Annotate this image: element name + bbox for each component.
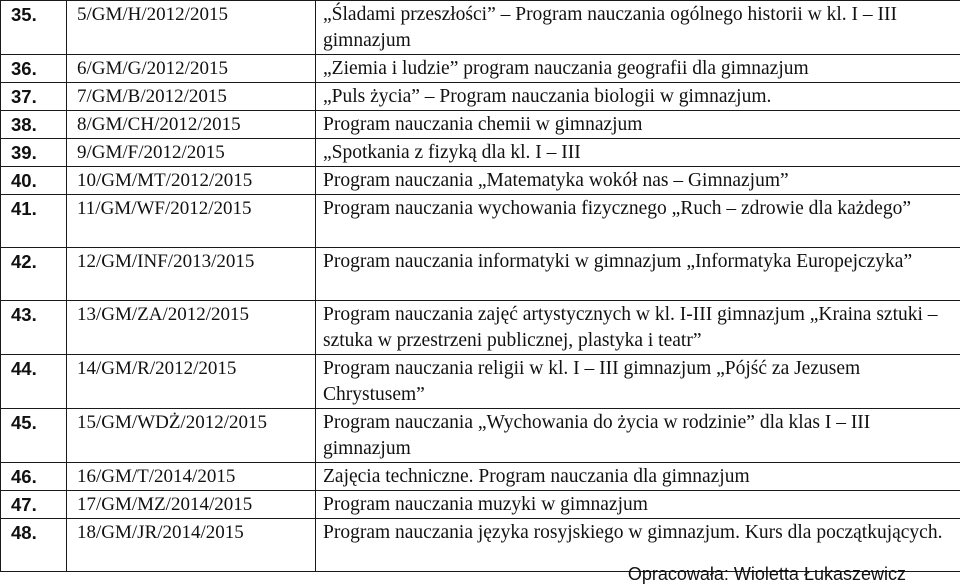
- row-number: 47.: [1, 491, 67, 519]
- program-code: 18/GM/JR/2014/2015: [67, 519, 316, 572]
- table-row: [1, 83, 960, 111]
- program-code: 5/GM/H/2012/2015: [67, 1, 316, 55]
- row-number: 37.: [1, 83, 67, 111]
- table-row: [1, 111, 960, 139]
- program-code: 15/GM/WDŻ/2012/2015: [67, 409, 316, 463]
- table-row: [1, 1, 960, 55]
- program-title: Program nauczania „Matematyka wokół nas – Gimnazjum”: [316, 167, 960, 195]
- program-title: Program nauczania wychowania fizycznego „Ruch – zdrowie dla każdego”: [316, 195, 960, 248]
- program-title: Program nauczania „Wychowania do życia w rodzinie” dla klas I – III gimnazjum: [316, 409, 960, 463]
- program-code: 16/GM/T/2014/2015: [67, 463, 316, 491]
- table-row: [1, 167, 960, 195]
- program-code: 14/GM/R/2012/2015: [67, 355, 316, 409]
- row-number: 44.: [1, 355, 67, 409]
- table-row: [1, 409, 960, 463]
- row-number: 41.: [1, 195, 67, 248]
- row-number: 38.: [1, 111, 67, 139]
- program-code: 10/GM/MT/2012/2015: [67, 167, 316, 195]
- program-title: Program nauczania zajęć artystycznych w kl. I-III gimnazjum „Kraina sztuki – sztuka w przestrzeni publicznej, plastyka i teatr”: [316, 301, 960, 355]
- program-code: 12/GM/INF/2013/2015: [67, 248, 316, 301]
- program-code: 9/GM/F/2012/2015: [67, 139, 316, 167]
- row-number: 45.: [1, 409, 67, 463]
- table-row: [1, 355, 960, 409]
- program-code: 13/GM/ZA/2012/2015: [67, 301, 316, 355]
- row-number: 48.: [1, 519, 67, 572]
- row-number: 43.: [1, 301, 67, 355]
- program-title: „Puls życia” – Program nauczania biologii w gimnazjum.: [316, 83, 960, 111]
- program-code: 7/GM/B/2012/2015: [67, 83, 316, 111]
- row-number: 36.: [1, 55, 67, 83]
- table-row: [1, 195, 960, 248]
- program-title: „Śladami przeszłości” – Program nauczania ogólnego historii w kl. I – III gimnazjum: [316, 1, 960, 55]
- table-row: [1, 55, 960, 83]
- row-number: 35.: [1, 1, 67, 55]
- table-row: [1, 491, 960, 519]
- table-row: [1, 463, 960, 491]
- row-number: 40.: [1, 167, 67, 195]
- row-number: 46.: [1, 463, 67, 491]
- program-title: Program nauczania informatyki w gimnazjum „Informatyka Europejczyka”: [316, 248, 960, 301]
- author-credit: Opracowała: Wioletta Łukaszewicz: [627, 564, 906, 584]
- program-code: 6/GM/G/2012/2015: [67, 55, 316, 83]
- program-title: Program nauczania chemii w gimnazjum: [316, 111, 960, 139]
- table-row: [1, 248, 960, 301]
- program-title: „Ziemia i ludzie” program nauczania geografii dla gimnazjum: [316, 55, 960, 83]
- table-row: [1, 301, 960, 355]
- row-number: 42.: [1, 248, 67, 301]
- program-code: 17/GM/MZ/2014/2015: [67, 491, 316, 519]
- program-title: „Spotkania z fizyką dla kl. I – III: [316, 139, 960, 167]
- row-number: 39.: [1, 139, 67, 167]
- program-title: Program nauczania języka rosyjskiego w gimnazjum. Kurs dla początkujących.: [316, 519, 960, 572]
- program-code: 8/GM/CH/2012/2015: [67, 111, 316, 139]
- program-code: 11/GM/WF/2012/2015: [67, 195, 316, 248]
- program-title: Program nauczania muzyki w gimnazjum: [316, 491, 960, 519]
- program-title: Program nauczania religii w kl. I – III gimnazjum „Pójść za Jezusem Chrystusem”: [316, 355, 960, 409]
- table-row: [1, 139, 960, 167]
- program-title: Zajęcia techniczne. Program nauczania dla gimnazjum: [316, 463, 960, 491]
